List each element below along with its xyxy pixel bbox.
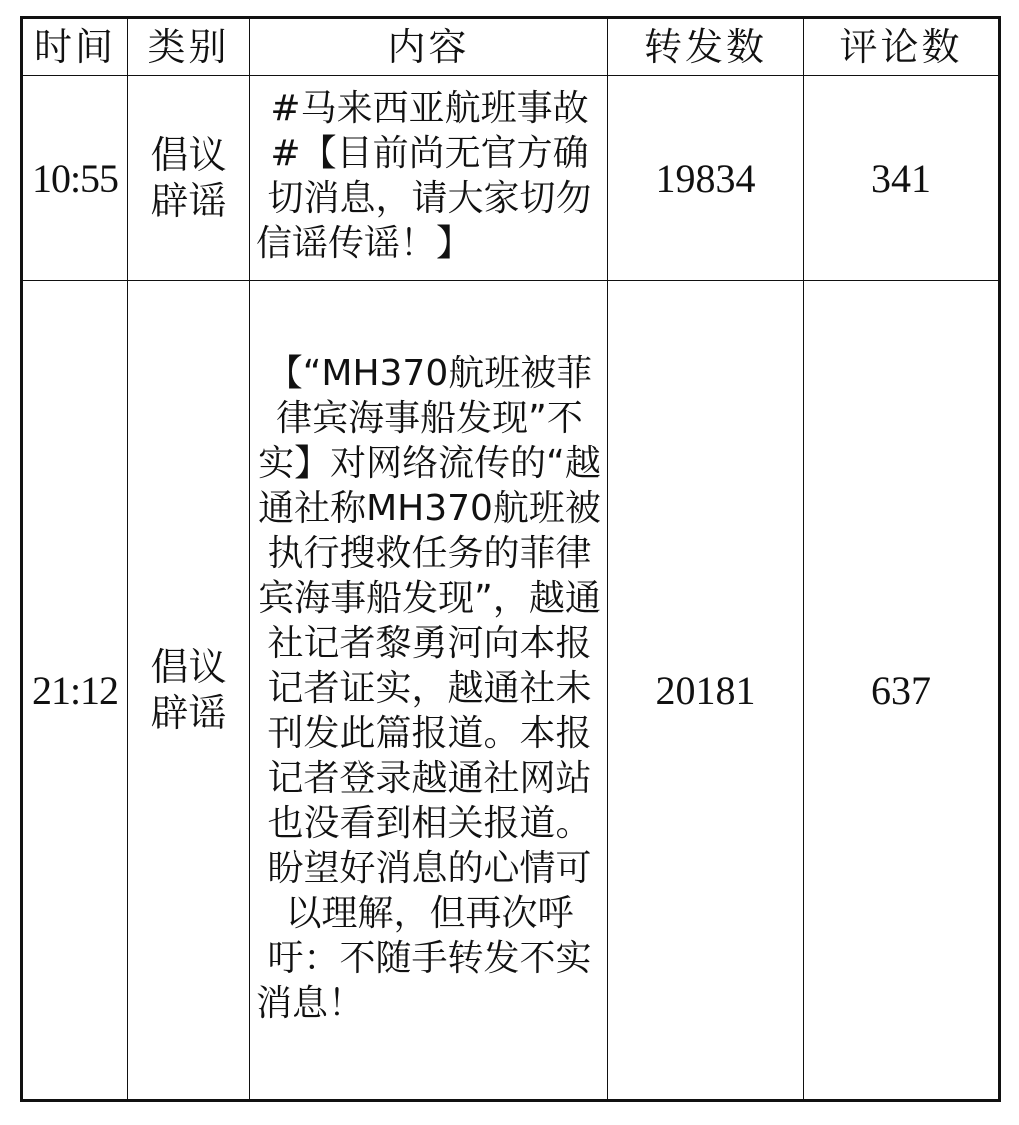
comments-cell: 637: [804, 281, 1000, 1101]
table-header-row: [22, 18, 1000, 76]
content-cell: 【“MH370航班被菲律宾海事船发现”不实】对网络流传的“越通社称MH370航班被执行搜救任务的菲律宾海事船发现”，越通社记者黎勇河向本报记者证实，越通社未刊发此篇报道。本报记者登录越通社网站也没看到相关报道。盼望好消息的心情可以理解，但再次呼吁：不随手转发不实消息！: [250, 281, 608, 1101]
reposts-cell: 20181: [608, 281, 804, 1101]
header-time: 时间: [22, 18, 128, 76]
comments-cell: 341: [804, 76, 1000, 281]
header-comments: 评论数: [804, 18, 1000, 76]
header-reposts: 转发数: [608, 18, 804, 76]
table-row: [22, 76, 1000, 281]
category-cell: 倡议 辟谣: [128, 76, 250, 281]
weibo-stats-table: [20, 16, 1001, 1102]
time-cell: 21:12: [22, 281, 128, 1101]
time-cell: 10:55: [22, 76, 128, 281]
header-category: 类别: [128, 18, 250, 76]
content-cell: #马来西亚航班事故#【目前尚无官方确切消息，请大家切勿信谣传谣！】: [250, 76, 608, 281]
reposts-cell: 19834: [608, 76, 804, 281]
header-content: 内容: [250, 18, 608, 76]
category-cell: 倡议 辟谣: [128, 281, 250, 1101]
table-row: [22, 281, 1000, 1101]
